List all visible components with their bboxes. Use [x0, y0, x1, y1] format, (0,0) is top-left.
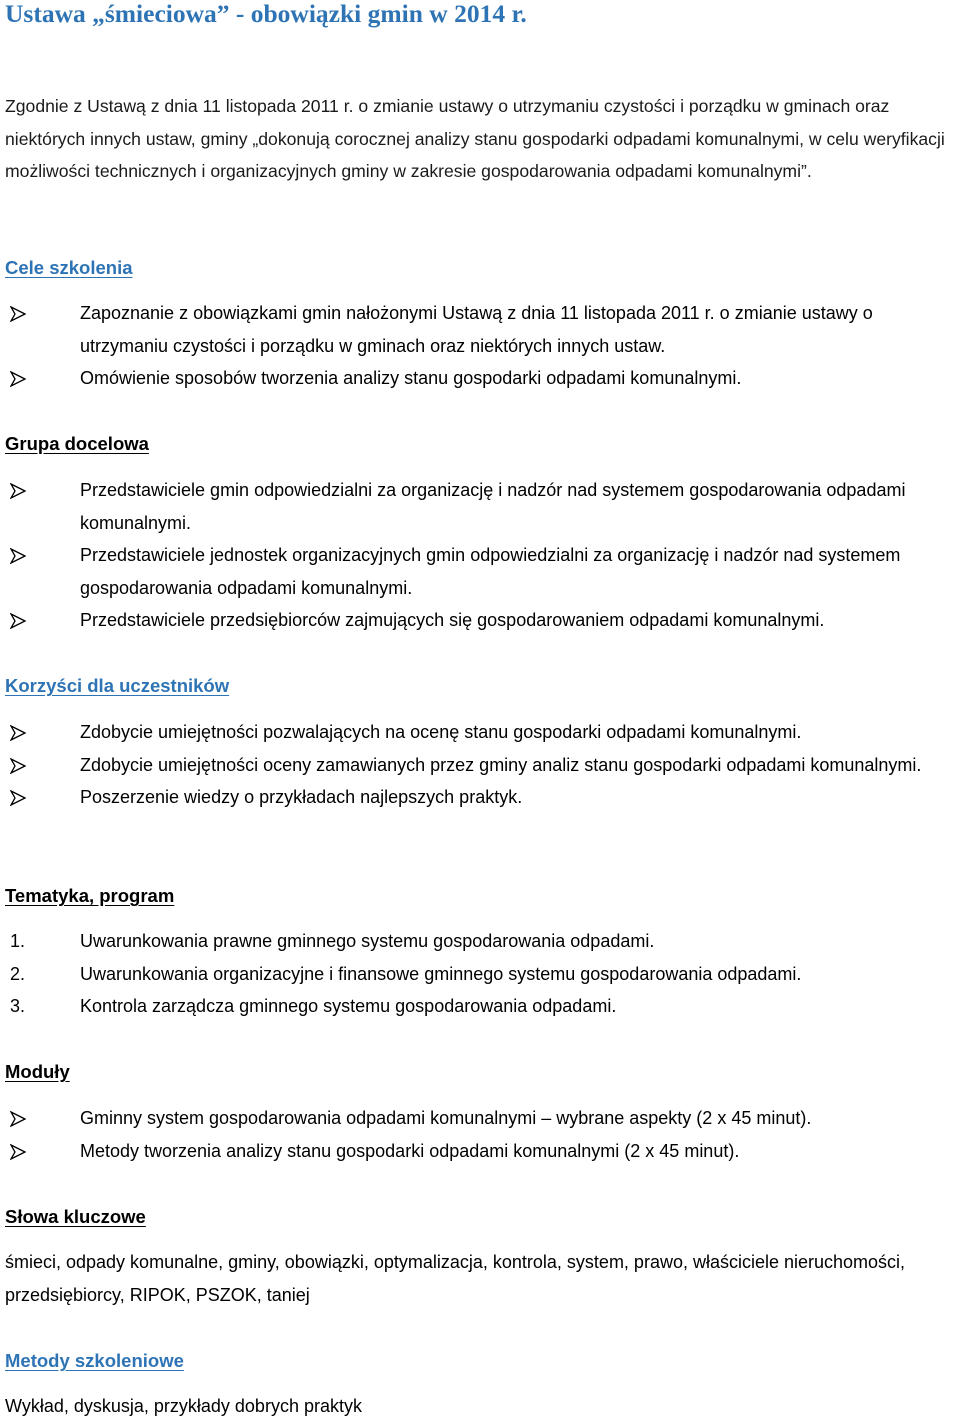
list-item-text: Uwarunkowania organizacyjne i finansowe gminnego systemu gospodarowania odpadami.	[80, 963, 802, 984]
list-item-text: Gminny system gospodarowania odpadami komunalnymi – wybrane aspekty (2 x 45 minut).	[80, 1108, 812, 1128]
intro-paragraph: Zgodnie z Ustawą z dnia 11 listopada 2011 r. o zmianie ustawy o utrzymaniu czystości i porządku w gminach oraz niektórych innych ustaw, gminy „dokonują corocznej analizy stanu gospodarki odpadami komunalnymi, w celu weryfikacji możliwości technicznych i organizacyjnych gminy w zakresie gospodarowania odpadami komunalnymi”.	[5, 96, 945, 181]
list-item-text: Omówienie sposobów tworzenia analizy stanu gospodarki odpadami komunalnymi.	[80, 368, 742, 388]
list-number: 1.	[10, 931, 26, 951]
section-heading-grupa: Grupa docelowa	[5, 433, 149, 454]
list-item	[5, 958, 960, 991]
list-item-text: Zdobycie umiejętności pozwalających na ocenę stanu gospodarki odpadami komunalnymi.	[80, 722, 802, 742]
list-item-text: Przedstawiciele gmin odpowiedzialni za organizację i nadzór nad systemem gospodarowania odpadami komunalnymi.	[80, 480, 906, 533]
list-item	[5, 297, 960, 362]
list-item	[5, 474, 960, 539]
list-item	[5, 990, 960, 1023]
list-item-text: Przedstawiciele jednostek organizacyjnych gmin odpowiedzialni za organizację i nadzór nad systemem gospodarowania odpadami komunalnymi.	[80, 545, 901, 598]
keywords-paragraph: śmieci, odpady komunalne, gminy, obowiązki, optymalizacja, kontrola, system, prawo, właściciele nieruchomości, przedsiębiorcy, RIPOK, PSZOK, taniej	[5, 1252, 906, 1305]
section-heading-korzysci: Korzyści dla uczestników	[5, 675, 230, 696]
methods-paragraph: Wykład, dyskusja, przykłady dobrych praktyk	[5, 1396, 362, 1416]
list-item	[5, 1102, 960, 1135]
cele-list	[5, 297, 960, 395]
list-item	[5, 749, 960, 782]
list-item-text: Poszerzenie wiedzy o przykładach najlepszych praktyk.	[80, 787, 523, 807]
list-item-text: Zdobycie umiejętności oceny zamawianych przez gminy analiz stanu gospodarki odpadami komunalnymi.	[80, 754, 922, 775]
moduly-list	[5, 1102, 960, 1167]
section-heading-slowa: Słowa kluczowe	[5, 1206, 146, 1227]
list-item	[5, 539, 960, 604]
tematyka-list	[5, 925, 960, 1023]
list-item	[5, 716, 960, 749]
list-item	[5, 781, 960, 814]
document-title: Ustawa „śmieciowa” - obowiązki gmin w 2014 r.	[5, 0, 527, 28]
list-number: 2.	[10, 963, 26, 984]
section-heading-cele: Cele szkolenia	[5, 257, 133, 278]
grupa-list	[5, 474, 960, 637]
list-item-text: Kontrola zarządcza gminnego systemu gospodarowania odpadami.	[80, 996, 617, 1016]
list-item-text: Uwarunkowania prawne gminnego systemu gospodarowania odpadami.	[80, 931, 655, 951]
list-item-text: Metody tworzenia analizy stanu gospodarki odpadami komunalnymi (2 x 45 minut).	[80, 1140, 740, 1161]
section-heading-tematyka: Tematyka, program	[5, 885, 175, 906]
list-item	[5, 604, 960, 637]
list-number: 3.	[10, 996, 26, 1016]
list-item-text: Zapoznanie z obowiązkami gmin nałożonymi Ustawą z dnia 11 listopada 2011 r. o zmianie ustawy o utrzymaniu czystości i porządku w gminach oraz niektórych innych ustaw.	[80, 303, 873, 356]
list-item	[5, 362, 960, 395]
list-item-text: Przedstawiciele przedsiębiorców zajmujących się gospodarowaniem odpadami komunalnymi.	[80, 610, 825, 630]
list-item	[5, 925, 960, 958]
section-heading-metody: Metody szkoleniowe	[5, 1350, 184, 1371]
section-heading-moduly: Moduły	[5, 1061, 70, 1082]
korzysci-list	[5, 716, 960, 814]
list-item	[5, 1135, 960, 1168]
